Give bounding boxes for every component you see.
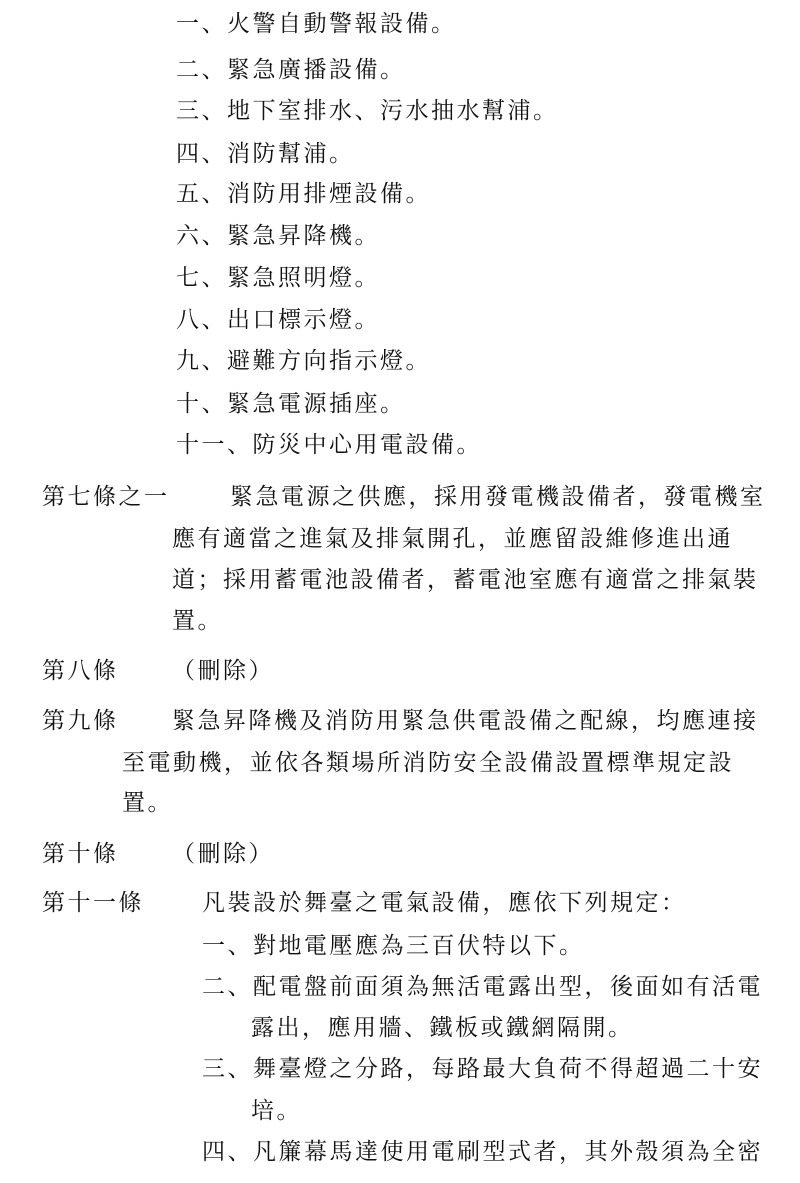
article-text-line: 緊急昇降機及消防用緊急供電設備之配線，均應連接 [172, 708, 759, 734]
list-item: 二、配電盤前面須為無活電露出型，後面如有活電 [202, 974, 763, 1000]
list-item: 四、消防幫浦。 [176, 141, 355, 167]
article-deleted-text: （刪除） [172, 841, 274, 867]
list-item: 五、消防用排煙設備。 [176, 181, 431, 207]
article-text-line: 應有適當之進氣及排氣開孔，並應留設維修進出通 [172, 526, 733, 552]
list-item: 八、出口標示燈。 [176, 307, 380, 333]
article-deleted-text: （刪除） [172, 658, 274, 684]
list-item: 二、緊急廣播設備。 [176, 57, 406, 83]
article-text-line: 置。 [172, 608, 223, 634]
list-item: 十、緊急電源插座。 [176, 391, 406, 417]
article-label: 第八條 [42, 658, 119, 684]
list-item: 四、凡簾幕馬達使用電刷型式者，其外殼須為全密 [202, 1139, 763, 1165]
list-item: 三、地下室排水、污水抽水幫浦。 [176, 98, 559, 124]
list-item: 六、緊急昇降機。 [176, 223, 380, 249]
list-item: 九、避難方向指示燈。 [176, 348, 431, 374]
list-item: 一、火警自動警報設備。 [176, 11, 457, 37]
article-intro: 凡裝設於舞臺之電氣設備，應依下列規定： [202, 890, 687, 916]
article-label: 第十條 [42, 841, 119, 867]
article-label: 第九條 [42, 708, 119, 734]
article-text-line: 緊急電源之供應，採用發電機設備者，發電機室 [230, 484, 766, 510]
list-item-continuation: 培。 [251, 1098, 302, 1124]
article-text-line: 道；採用蓄電池設備者，蓄電池室應有適當之排氣裝 [172, 567, 759, 593]
list-item-continuation: 露出，應用牆、鐵板或鐵網隔開。 [251, 1015, 634, 1041]
article-text-line: 置。 [122, 790, 173, 816]
list-item: 三、舞臺燈之分路，每路最大負荷不得超過二十安 [202, 1056, 763, 1082]
list-item: 七、緊急照明燈。 [176, 265, 380, 291]
article-label: 第七條之一 [42, 484, 170, 510]
article-label: 第十一條 [42, 890, 144, 916]
article-text-line: 至電動機，並依各類場所消防安全設備設置標準規定設 [122, 750, 734, 776]
list-item: 十一、防災中心用電設備。 [176, 432, 482, 458]
list-item: 一、對地電壓應為三百伏特以下。 [202, 933, 585, 959]
